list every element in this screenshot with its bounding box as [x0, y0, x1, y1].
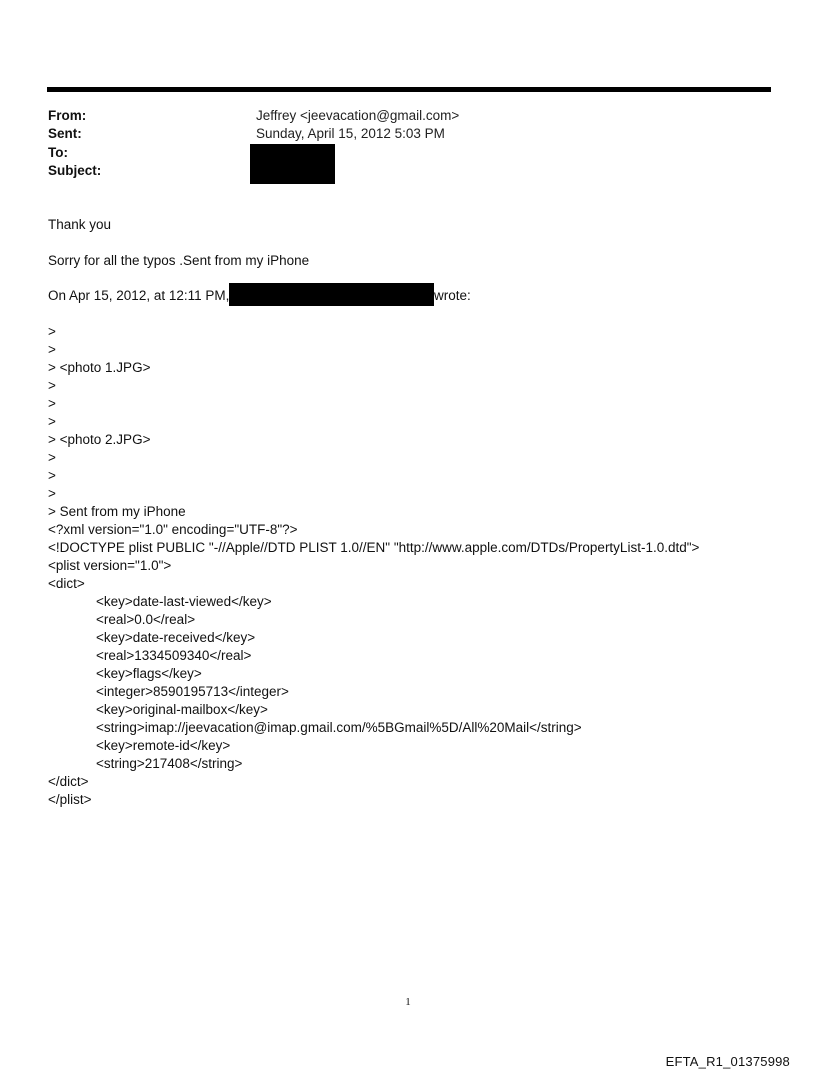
plist-dict-item: <real>1334509340</real>: [96, 648, 252, 663]
plist-line: <plist version="1.0">: [48, 558, 172, 573]
plist-dict-item: <real>0.0</real>: [96, 612, 196, 627]
plist-line: <!DOCTYPE plist PUBLIC "-//Apple//DTD PLIST 1.0//EN" "http://www.apple.com/DTDs/PropertyList-1.0.dtd">: [48, 540, 700, 555]
plist-dict-item: <key>date-received</key>: [96, 630, 256, 645]
plist-dict-item: <key>remote-id</key>: [96, 738, 231, 753]
plist-dict-item: <string>217408</string>: [96, 756, 243, 771]
plist-line: <dict>: [48, 576, 85, 591]
quoted-line: >: [48, 324, 56, 339]
header-rule: [47, 87, 771, 92]
sender-redaction: [229, 283, 434, 306]
thanks-line: Thank you: [48, 217, 112, 232]
page-number: 1: [405, 996, 411, 1008]
to-subject-redaction: [250, 144, 335, 184]
subject-label: Subject:: [48, 163, 102, 178]
wrote-suffix: wrote:: [434, 288, 471, 303]
plist-closing: </plist>: [48, 792, 92, 807]
from-value: Jeffrey <jeevacation@gmail.com>: [256, 108, 460, 123]
document-id: EFTA_R1_01375998: [665, 1054, 790, 1069]
to-label: To:: [48, 145, 68, 160]
from-label: From:: [48, 108, 87, 123]
quoted-line: >: [48, 414, 56, 429]
plist-dict-item: <integer>8590195713</integer>: [96, 684, 289, 699]
quoted-line: >: [48, 468, 56, 483]
sent-label: Sent:: [48, 126, 82, 141]
sorry-line: Sorry for all the typos .Sent from my iPhone: [48, 253, 310, 268]
plist-line: <?xml version="1.0" encoding="UTF-8"?>: [48, 522, 298, 537]
plist-dict-item: <string>imap://jeevacation@imap.gmail.com/%5BGmail%5D/All%20Mail</string>: [96, 720, 582, 735]
quoted-line: >: [48, 450, 56, 465]
quoted-line: > <photo 2.JPG>: [48, 432, 151, 447]
quoted-line: >: [48, 342, 56, 357]
quoted-line: >: [48, 396, 56, 411]
sent-value: Sunday, April 15, 2012 5:03 PM: [256, 126, 445, 141]
quoted-line: > <photo 1.JPG>: [48, 360, 151, 375]
plist-dict-item: <key>flags</key>: [96, 666, 202, 681]
quoted-line: >: [48, 378, 56, 393]
quoted-line: >: [48, 486, 56, 501]
plist-closing: </dict>: [48, 774, 89, 789]
plist-dict-item: <key>original-mailbox</key>: [96, 702, 268, 717]
quoted-line: > Sent from my iPhone: [48, 504, 186, 519]
plist-dict-item: <key>date-last-viewed</key>: [96, 594, 272, 609]
on-date-prefix: On Apr 15, 2012, at 12:11 PM,: [48, 288, 230, 303]
